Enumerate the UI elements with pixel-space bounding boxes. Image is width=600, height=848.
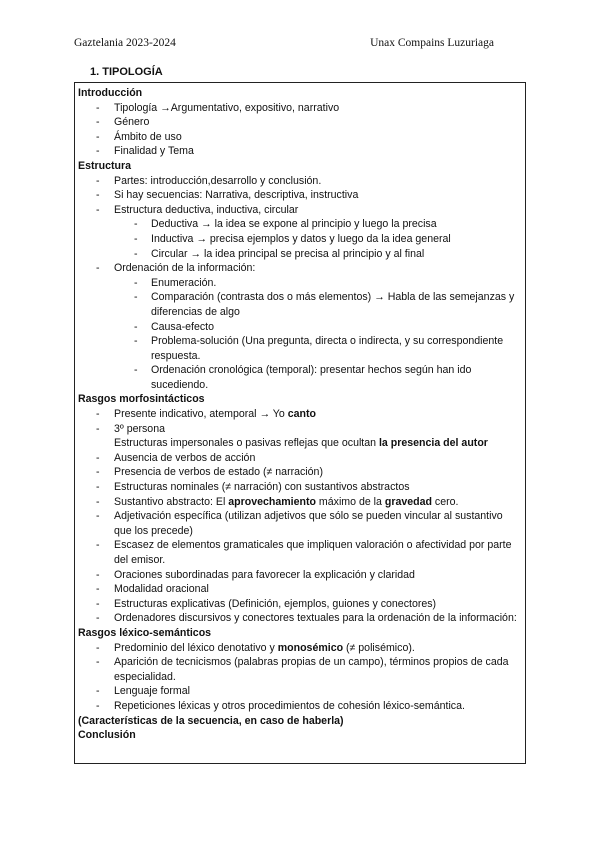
page-title: 1. TIPOLOGÍA bbox=[90, 66, 163, 78]
list-item: - Aparición de tecnicismos (palabras propias de un campo), términos propios de cada especialidad. bbox=[96, 656, 509, 683]
section-estructura: Estructura bbox=[78, 159, 131, 172]
list-item: - Estructura deductiva, inductiva, circular - Deductiva → la idea se expone al principio y luego la precisa - Inductiva → precisa ejemplos y datos y luego da la idea general - Circular → la idea principal se precisa al principio y al final bbox=[78, 203, 523, 261]
list-item: - Ordenación de la información: - Enumeración. - Comparación (contrasta dos o más elementos) → Habla de las semejanzas y diferencias de algo - Causa-efecto - Problema-solución (Una pregunta, directa o indirecta, y su correspondiente respuesta. - Ordenación cronológica (temporal): presentar hechos según han ido sucediendo. bbox=[78, 261, 523, 392]
list-item: - Lenguaje formal bbox=[96, 685, 190, 698]
list-introduccion bbox=[78, 101, 523, 159]
list-item: - Si hay secuencias: Narrativa, descriptiva, instructiva bbox=[96, 189, 359, 202]
list-item: - Oraciones subordinadas para favorecer la explicación y claridad bbox=[96, 568, 415, 581]
list-item: - Partes: introducción,desarrollo y conclusión. bbox=[96, 174, 322, 187]
list-item: - Finalidad y Tema bbox=[96, 145, 194, 158]
list-morfosintacticos bbox=[78, 407, 523, 436]
list-item: - 3º persona bbox=[96, 422, 165, 435]
sublist-ordenacion bbox=[114, 276, 523, 393]
list-lexico-semanticos bbox=[78, 641, 523, 714]
list-item: - Adjetivación específica (utilizan adjetivos que sólo se pueden vincular al sustantivo que los precede) bbox=[96, 510, 503, 537]
list-item: - Causa-efecto bbox=[134, 320, 215, 333]
list-morfosintacticos-2 bbox=[78, 451, 523, 626]
sublist-tipos bbox=[114, 217, 523, 261]
list-item: - Género bbox=[96, 116, 150, 129]
list-item: - Tipología →Argumentativo, expositivo, narrativo bbox=[96, 101, 340, 114]
list-item: - Repeticiones léxicas y otros procedimientos de cohesión léxico-semántica. bbox=[96, 699, 465, 712]
section-lexico-semanticos: Rasgos léxico-semánticos bbox=[78, 626, 212, 639]
list-item: - Inductiva → precisa ejemplos y datos y luego da la idea general bbox=[134, 232, 451, 245]
list-item: - Ordenación cronológica (temporal): presentar hechos según han ido sucediendo. bbox=[134, 364, 472, 391]
list-item: - Deductiva → la idea se expone al principio y luego la precisa bbox=[134, 218, 437, 231]
section-conclusion: Conclusión bbox=[78, 729, 136, 742]
list-item: - Estructuras nominales (≠ narración) con sustantivos abstractos bbox=[96, 481, 410, 494]
list-item: - Problema-solución (Una pregunta, directa o indirecta, y su correspondiente respuesta. bbox=[134, 335, 504, 362]
section-morfosintacticos: Rasgos morfosintácticos bbox=[78, 393, 205, 406]
list-item: - Sustantivo abstracto: El aprovechamiento máximo de la gravedad cero. bbox=[96, 495, 459, 508]
list-item: - Ausencia de verbos de acción bbox=[96, 451, 256, 464]
continuation-line: Estructuras impersonales o pasivas reflejas que ocultan la presencia del autor bbox=[114, 437, 488, 450]
list-item: - Estructuras explicativas (Definición, ejemplos, guiones y conectores) bbox=[96, 597, 437, 610]
list-item: - Presente indicativo, atemporal → Yo canto bbox=[96, 408, 316, 421]
list-estructura bbox=[78, 174, 523, 393]
list-item: - Predominio del léxico denotativo y monosémico (≠ polisémico). bbox=[96, 641, 415, 654]
list-item: - Escasez de elementos gramaticales que impliquen valoración o afectividad por parte del emisor. bbox=[96, 539, 512, 566]
list-item: - Ámbito de uso bbox=[96, 130, 182, 143]
list-item: - Comparación (contrasta dos o más elementos) → Habla de las semejanzas y diferencias de algo bbox=[134, 291, 515, 318]
header-right: Unax Compains Luzuriaga bbox=[370, 37, 494, 49]
section-caracteristicas: (Características de la secuencia, en caso de haberla) bbox=[78, 714, 344, 727]
header-left: Gaztelania 2023-2024 bbox=[74, 37, 176, 49]
list-item: - Ordenadores discursivos y conectores textuales para la ordenación de la información: bbox=[96, 612, 517, 625]
list-item: - Modalidad oracional bbox=[96, 583, 209, 596]
list-item: - Circular → la idea principal se precisa al principio y al final bbox=[134, 247, 425, 260]
section-introduccion: Introducción bbox=[78, 87, 143, 99]
content-box bbox=[74, 82, 526, 764]
list-item: - Presencia de verbos de estado (≠ narración) bbox=[96, 466, 323, 479]
list-item: - Enumeración. bbox=[134, 276, 217, 289]
